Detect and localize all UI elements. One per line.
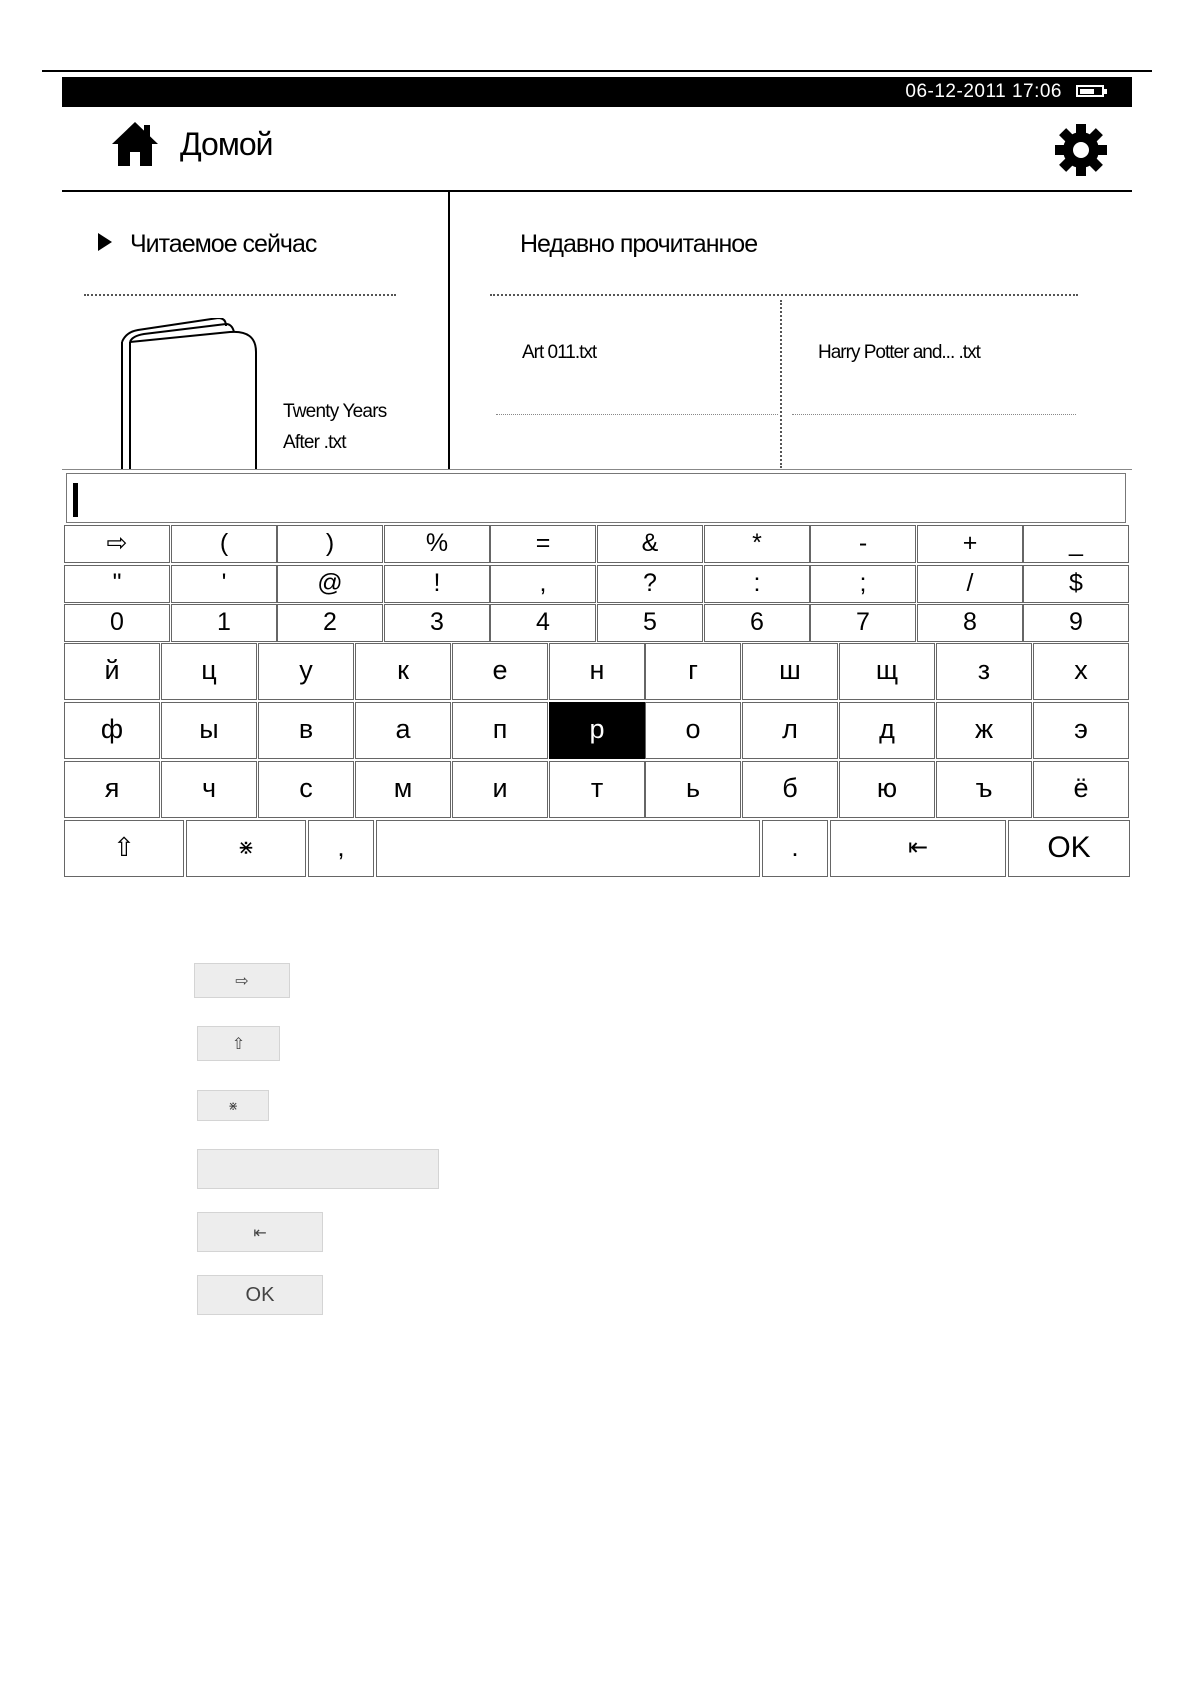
backspace-key[interactable]: ⇤ [830,820,1006,877]
key-digit-4[interactable]: 4 [490,604,596,642]
key-э[interactable]: э [1033,702,1129,759]
key-comma[interactable]: , [490,565,596,603]
key-digit-8[interactable]: 8 [917,604,1023,642]
space-key[interactable] [376,820,760,877]
key-plus[interactable]: + [917,525,1023,563]
key-ц[interactable]: ц [161,643,257,700]
status-datetime: 06-12-2011 17:06 [905,81,1062,102]
key-digit-9[interactable]: 9 [1023,604,1129,642]
divider [490,294,1078,296]
key-т[interactable]: т [549,761,645,818]
book-title-line: After .txt [283,432,346,453]
key-underscore[interactable]: _ [1023,525,1129,563]
divider [84,294,396,296]
key-з[interactable]: з [936,643,1032,700]
key-paren-open[interactable]: ( [171,525,277,563]
key-ы[interactable]: ы [161,702,257,759]
tab-key-sample: ⇨ [194,963,290,998]
status-bar [62,77,1132,107]
key-р[interactable]: р [549,702,645,759]
symbols-key-sample: ⋇ [197,1090,269,1121]
key-digit-1[interactable]: 1 [171,604,277,642]
key-digit-2[interactable]: 2 [277,604,383,642]
key-apostrophe[interactable]: ' [171,565,277,603]
top-rule [42,70,1152,72]
key-paren-close[interactable]: ) [277,525,383,563]
space-key-sample [197,1149,439,1189]
key-й[interactable]: й [64,643,160,700]
key-equals[interactable]: = [490,525,596,563]
column-divider [448,191,450,469]
key-ж[interactable]: ж [936,702,1032,759]
key-б[interactable]: б [742,761,838,818]
key-asterisk[interactable]: * [704,525,810,563]
divider [780,300,782,468]
key-е[interactable]: е [452,643,548,700]
ok-key[interactable]: OK [1008,820,1130,877]
key-colon[interactable]: : [704,565,810,603]
key-м[interactable]: м [355,761,451,818]
recent-heading: Недавно прочитанное [520,230,758,258]
book-title-line: Twenty Years [283,401,387,422]
key-ч[interactable]: ч [161,761,257,818]
key-digit-7[interactable]: 7 [810,604,916,642]
recent-file[interactable]: Harry Potter and... .txt [818,342,980,363]
key-п[interactable]: п [452,702,548,759]
period-key[interactable]: . [762,820,828,877]
recent-file[interactable]: Art 011.txt [522,342,597,363]
current-book-title[interactable] [283,396,423,458]
gear-icon[interactable] [1054,123,1108,177]
divider [792,414,1076,415]
key-slash[interactable]: / [917,565,1023,603]
key-digit-6[interactable]: 6 [704,604,810,642]
page-title: Домой [180,126,273,162]
key-щ[interactable]: щ [839,643,935,700]
key-digit-0[interactable]: 0 [64,604,170,642]
text-cursor [73,483,78,517]
battery-icon [1076,85,1104,97]
play-icon [98,233,112,251]
key-percent[interactable]: % [384,525,490,563]
home-icon[interactable] [110,120,160,168]
key-exclamation[interactable]: ! [384,565,490,603]
key-с[interactable]: с [258,761,354,818]
key-в[interactable]: в [258,702,354,759]
key-у[interactable]: у [258,643,354,700]
text-input[interactable] [66,473,1126,523]
header-divider [62,190,1132,192]
book-icon[interactable] [118,318,260,470]
key-о[interactable]: о [645,702,741,759]
key-minus[interactable]: - [810,525,916,563]
ok-key-sample: OK [197,1275,323,1315]
key-г[interactable]: г [645,643,741,700]
key-я[interactable]: я [64,761,160,818]
shift-key-sample: ⇧ [197,1026,280,1061]
virtual-keyboard [62,469,1132,880]
key-semicolon[interactable]: ; [810,565,916,603]
key-ampersand[interactable]: & [597,525,703,563]
key-и[interactable]: и [452,761,548,818]
key-digit-5[interactable]: 5 [597,604,703,642]
key-ё[interactable]: ё [1033,761,1129,818]
key-question[interactable]: ? [597,565,703,603]
key-double-quote[interactable]: " [64,565,170,603]
key-ш[interactable]: ш [742,643,838,700]
now-reading-heading[interactable] [98,230,316,259]
now-reading-label: Читаемое сейчас [130,230,317,258]
key-н[interactable]: н [549,643,645,700]
key-д[interactable]: д [839,702,935,759]
backspace-key-sample: ⇤ [197,1212,323,1252]
key-ь[interactable]: ь [645,761,741,818]
key-digit-3[interactable]: 3 [384,604,490,642]
shift-key[interactable]: ⇧ [64,820,184,877]
divider [496,414,778,415]
key-ф[interactable]: ф [64,702,160,759]
key-к[interactable]: к [355,643,451,700]
key-х[interactable]: х [1033,643,1129,700]
tab-key[interactable]: ⇨ [64,525,170,563]
key-at[interactable]: @ [277,565,383,603]
comma-key[interactable]: , [308,820,374,877]
symbols-key[interactable]: ⋇ [186,820,306,877]
key-ъ[interactable]: ъ [936,761,1032,818]
key-а[interactable]: а [355,702,451,759]
key-ю[interactable]: ю [839,761,935,818]
key-л[interactable]: л [742,702,838,759]
key-dollar[interactable]: $ [1023,565,1129,603]
